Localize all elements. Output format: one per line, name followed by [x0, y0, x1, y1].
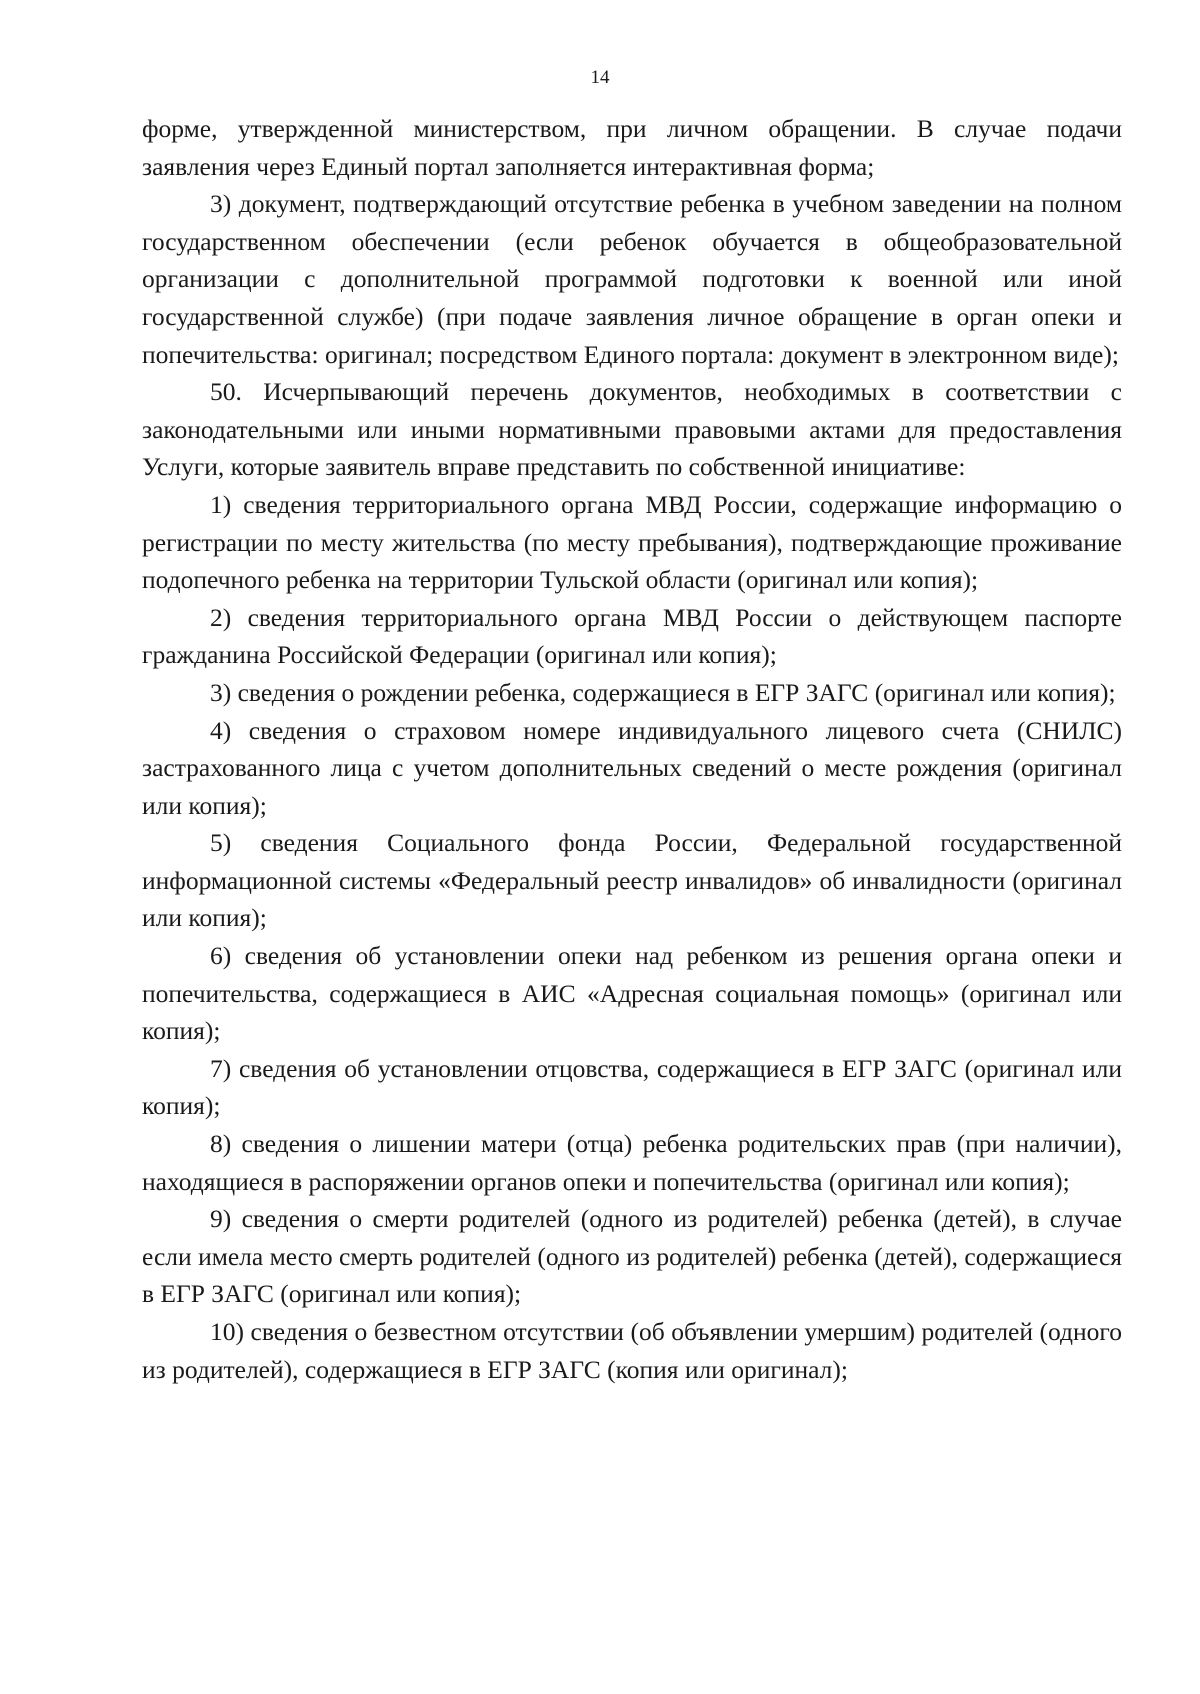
paragraph-item-8: 8) сведения о лишении матери (отца) ребенка родительских прав (при наличии), находящиеся в распоряжении органов опеки и попечительства (оригинал или копия); [142, 1129, 1122, 1196]
paragraph-item-6: 6) сведения об установлении опеки над ребенком из решения органа опеки и попечительства, содержащиеся в АИС «Адресная социальная помощь» (оригинал или копия); [142, 941, 1122, 1046]
paragraph-clause-50: 50. Исчерпывающий перечень документов, необходимых в соответствии с законодательными или иными нормативными правовыми актами для предоставления Услуги, которые заявитель вправе представить по собственной инициативе: [142, 377, 1122, 482]
paragraph-item-5: 5) сведения Социального фонда России, Федеральной государственной информационной системы «Федеральный реестр инвалидов» об инвалидности (оригинал или копия); [142, 828, 1122, 933]
paragraph-item-1: 1) сведения территориального органа МВД России, содержащие информацию о регистрации по месту жительства (по месту пребывания), подтверждающие проживание подопечного ребенка на территории Тульской области (оригинал или копия); [142, 489, 1122, 595]
document-body [142, 110, 1122, 1388]
page-number: 14 [590, 67, 610, 88]
paragraph-item-2: 2) сведения территориального органа МВД России о действующем паспорте гражданина Российской Федерации (оригинал или копия); [142, 602, 1122, 670]
paragraph-continuation: форме, утвержденной министерством, при личном обращении. В случае подачи заявления через Единый портал заполняется интерактивная форма; [142, 114, 1122, 181]
paragraph-item-4: 4) сведения о страховом номере индивидуального лицевого счета (СНИЛС) застрахованного лица с учетом дополнительных сведений о месте рождения (оригинал или копия); [142, 715, 1122, 820]
paragraph-item-7: 7) сведения об установлении отцовства, содержащиеся в ЕГР ЗАГС (оригинал или копия); [142, 1053, 1122, 1121]
paragraph-item-3: 3) сведения о рождении ребенка, содержащиеся в ЕГР ЗАГС (оригинал или копия); [210, 677, 1116, 707]
paragraph-item-9: 9) сведения о смерти родителей (одного из родителей) ребенка (детей), в случае если имела место смерть родителей (одного из родителей) ребенка (детей), содержащиеся в ЕГР ЗАГС (оригинал или копия); [142, 1204, 1122, 1309]
paragraph-item-3-document: 3) документ, подтверждающий отсутствие ребенка в учебном заведении на полном государственном обеспечении (если ребенок обучается в общеобразовательной организации с дополнительной программой подготовки к военной или иной государственной службе) (при подаче заявления личное обращение в орган опеки и попечительства: оригинал; посредством Единого портала: документ в электронном виде); [142, 189, 1122, 369]
paragraph-item-10: 10) сведения о безвестном отсутствии (об объявлении умершим) родителей (одного из родителей), содержащиеся в ЕГР ЗАГС (копия или оригинал); [142, 1317, 1122, 1384]
